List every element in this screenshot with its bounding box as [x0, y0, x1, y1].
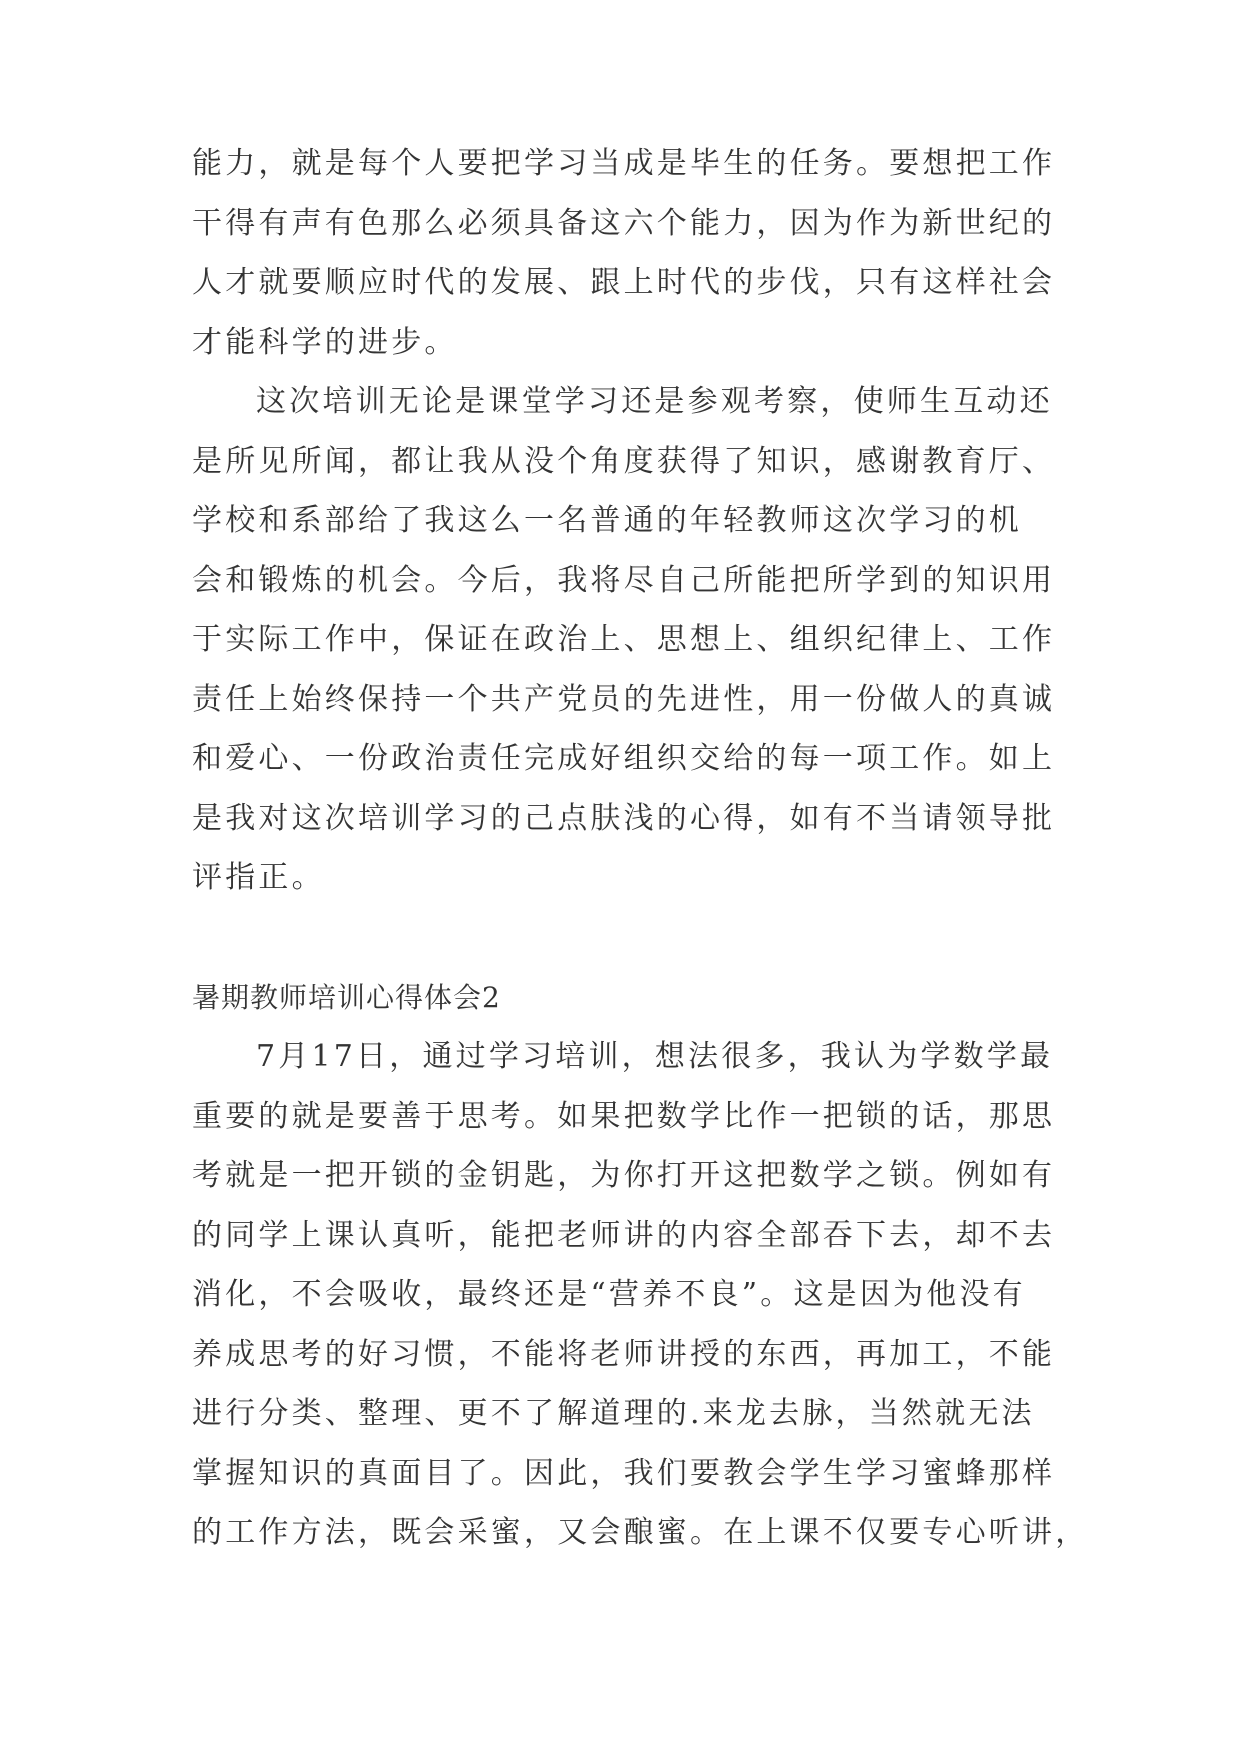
section-title: 暑期教师培训心得体会2	[192, 981, 501, 1014]
text-line: 的工作方法，既会采蜜，又会酿蜜。在上课不仅要专心听讲，	[192, 1515, 1089, 1550]
text-line: 的同学上课认真听，能把老师讲的内容全部吞下去，却不去	[192, 1217, 1056, 1253]
section1-paragraph-2	[192, 372, 1072, 908]
text-line: 和爱心、一份政治责任完成好组织交给的每一项工作。如上	[192, 741, 1056, 776]
text-line: 这次培训无论是课堂学习还是参观考察，使师生互动还	[256, 384, 1053, 419]
text-line: 人才就要顺应时代的发展、跟上时代的步伐，只有这样社会	[192, 265, 1056, 300]
text-line: 能力，就是每个人要把学习当成是毕生的任务。要想把工作	[192, 146, 1056, 181]
text-line: 重要的就是要善于思考。如果把数学比作一把锁的话，那思	[192, 1098, 1056, 1134]
text-line: 才能科学的进步。	[192, 324, 458, 360]
text-line: 7月17日，通过学习培训，想法很多，我认为学数学最	[256, 1039, 1054, 1074]
text-line: 养成思考的好习惯，不能将老师讲授的东西，再加工，不能	[192, 1336, 1056, 1372]
text-line: 进行分类、整理、更不了解道理的.来龙去脉，当然就无法	[192, 1396, 1035, 1431]
section2-paragraph-1	[192, 1027, 1089, 1563]
text-line: 评指正。	[192, 860, 325, 895]
text-line: 是所见所闻，都让我从没个角度获得了知识，感谢教育厅、	[192, 443, 1056, 479]
text-line: 学校和系部给了我这么一名普通的年轻教师这次学习的机	[192, 503, 1022, 538]
text-line: 考就是一把开锁的金钥匙，为你打开这把数学之锁。例如有	[192, 1158, 1056, 1193]
section1-paragraph-1	[192, 134, 1072, 372]
text-line: 是我对这次培训学习的己点肤浅的心得，如有不当请领导批	[192, 800, 1056, 836]
text-line: 掌握知识的真面目了。因此，我们要教会学生学习蜜蜂那样	[192, 1455, 1056, 1491]
text-line: 会和锻炼的机会。今后，我将尽自己所能把所学到的知识用	[192, 562, 1056, 598]
section2-title-block	[192, 968, 1072, 1028]
text-line: 消化，不会吸收，最终还是“营养不良”。这是因为他没有	[192, 1277, 1026, 1312]
text-line: 干得有声有色那么必须具备这六个能力，因为作为新世纪的	[192, 205, 1056, 241]
text-line: 于实际工作中，保证在政治上、思想上、组织纪律上、工作	[192, 622, 1056, 657]
text-line: 责任上始终保持一个共产党员的先进性，用一份做人的真诚	[192, 681, 1056, 717]
